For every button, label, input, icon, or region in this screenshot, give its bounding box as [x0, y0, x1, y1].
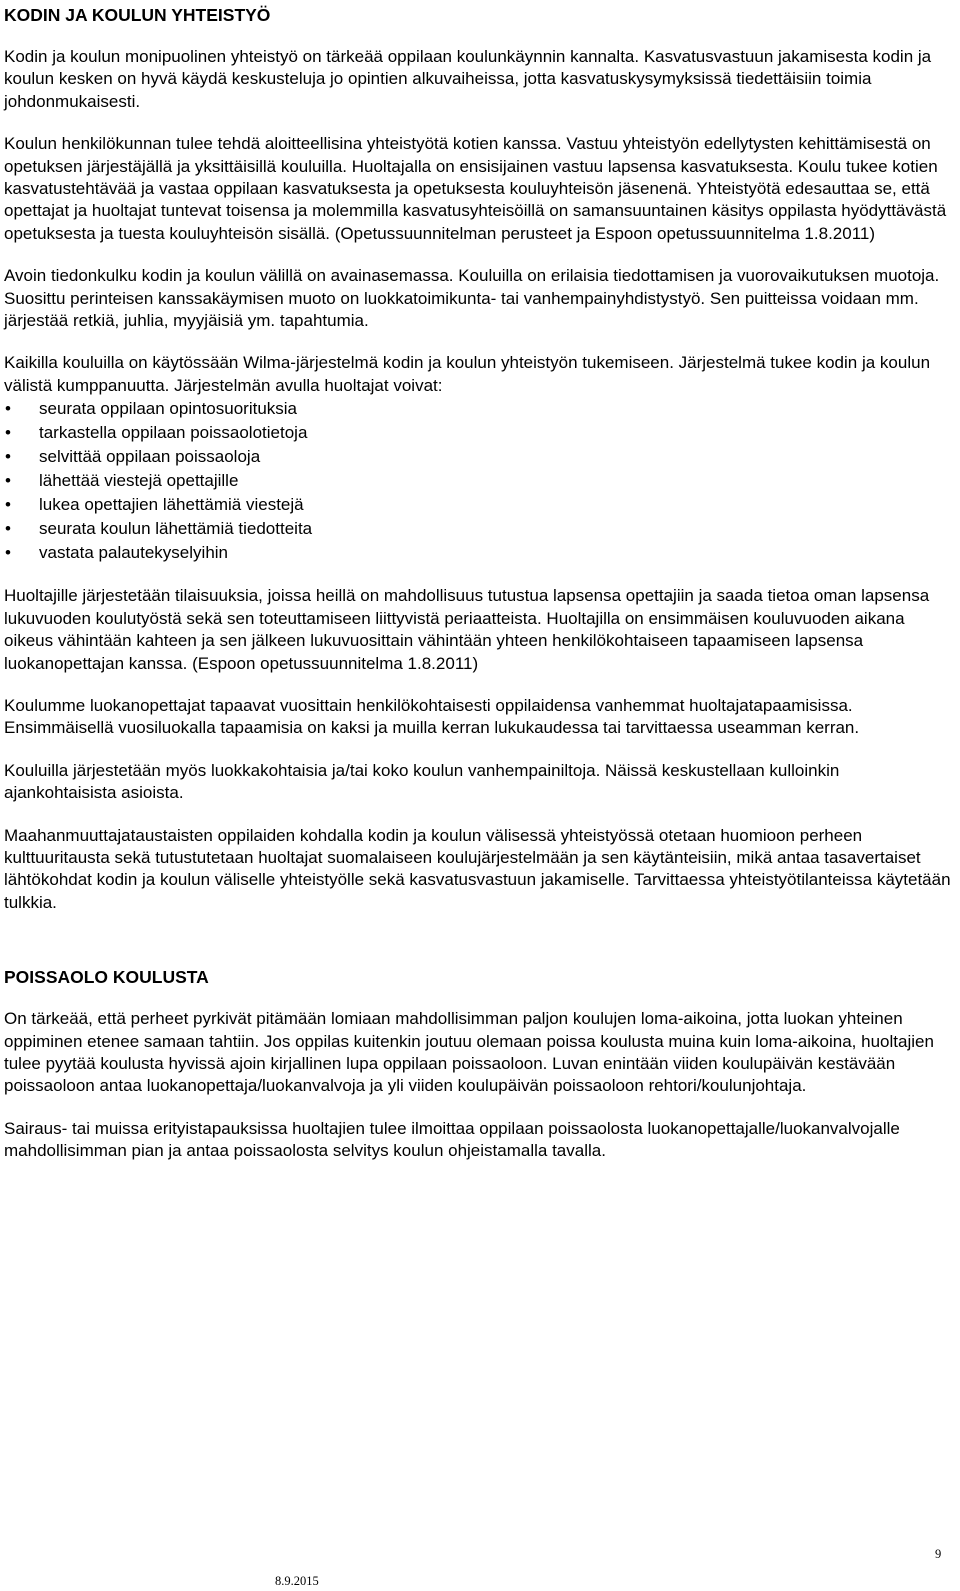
- bullet-icon: •: [5, 495, 11, 515]
- list-item-text: lähettää viestejä opettajille: [39, 471, 239, 491]
- paragraph: Kodin ja koulun monipuolinen yhteistyö on tärkeää oppilaan koulunkäynnin kannalta. Kasvatusvastuun jakamisesta kodin ja koulun kesken on hyvä käydä keskusteluja jo opintien alkuvaiheissa, jotta kasvatuskysymyksissä tiedettäisiin toimia johdonmukaisesti.: [4, 47, 932, 111]
- list-item: [4, 445, 952, 469]
- page-number: 9: [935, 1547, 942, 1561]
- list-item: [4, 541, 952, 565]
- paragraph: Koulun henkilökunnan tulee tehdä aloitteellisina yhteistyötä kotien kanssa. Vastuu yhteistyön edellytysten kehittämisestä on opetuksen järjestäjällä ja yksittäisillä kouluilla. Huoltajalla on ensisijainen vastuu lapsensa kasvatuksesta. Koulu tukee kotien kasvatustehtävää ja vastaa oppilaan kasvatuksesta ja opetuksesta kouluyhteisön jäsenenä. Yhteistyötä edesauttaa se, että opettajat ja huoltajat tuntevat toisensa ja molemmilla kasvatusyhteisöillä on samansuuntainen käsitys oppilasta hyödyttävästä opetuksesta ja tuesta kouluyhteisön sisällä. (Opetussuunnitelman perusteet ja Espoon opetussuunnitelma 1.8.2011): [4, 134, 947, 243]
- list-item: [4, 469, 952, 493]
- footer-date: 8.9.2015: [275, 1574, 319, 1588]
- bullet-icon: •: [5, 447, 11, 467]
- bullet-icon: •: [5, 471, 11, 491]
- bullet-icon: •: [5, 543, 11, 563]
- paragraph: Kouluilla järjestetään myös luokkakohtaisia ja/tai koko koulun vanhempainiltoja. Näissä keskustellaan kulloinkin ajankohtaisista asioista.: [4, 760, 840, 803]
- section-title-kodin-ja-koulun-yhteistyo: KODIN JA KOULUN YHTEISTYÖ: [4, 5, 271, 25]
- list-item: [4, 421, 952, 445]
- bullet-icon: •: [5, 399, 11, 419]
- list-item-text: tarkastella oppilaan poissaolotietoja: [39, 423, 308, 443]
- list-item-text: seurata oppilaan opintosuorituksia: [39, 399, 298, 419]
- paragraph: On tärkeää, että perheet pyrkivät pitämään lomiaan mahdollisimman paljon koulujen loma-aikoina, jotta luokan yhteinen oppiminen etenee samaan tahtiin. Jos oppilas kuitenkin joutuu olemaan poissa koulusta muina kuin loma-aikoina, huoltajien tulee pyytää koulusta hyvissä ajoin kirjallinen lupa oppilaan poissaoloon. Luvan enintään viiden koulupäivän kestävään poissaoloon antaa luokanopettaja/luokanvalvoja ja yli viiden koulupäivän poissaoloon rehtori/koulunjohtaja.: [4, 1009, 934, 1096]
- bullet-icon: •: [5, 423, 11, 443]
- paragraph: Sairaus- tai muissa erityistapauksissa huoltajien tulee ilmoittaa oppilaan poissaolosta luokanopettajalle/luokanvalvojalle mahdollisimman pian ja antaa poissaolosta selvitys koulun ohjeistamalla tavalla.: [4, 1118, 900, 1161]
- list-item: [4, 517, 952, 541]
- wilma-feature-list: [4, 397, 952, 565]
- list-item-text: vastata palautekyselyihin: [39, 543, 229, 563]
- list-item: [4, 397, 952, 421]
- section-title-poissaolo-koulusta: POISSAOLO KOULUSTA: [4, 967, 209, 988]
- list-item-text: lukea opettajien lähettämiä viestejä: [39, 495, 304, 515]
- paragraph: Huoltajille järjestetään tilaisuuksia, joissa heillä on mahdollisuus tutustua lapsensa opettajiin ja saada tietoa oman lapsensa lukuvuoden koulutyöstä sekä sen toteuttamiseen liittyvistä periaatteista. Huoltajilla on ensimmäisen kouluvuoden aikana oikeus vähintään kahteen ja sen jälkeen lukuvuosittain vähintään yhteen henkilökohtaiseen tapaamiseen lapsensa luokanopettajan kanssa. (Espoon opetussuunnitelma 1.8.2011): [4, 586, 930, 673]
- list-item-text: selvittää oppilaan poissaoloja: [39, 447, 261, 467]
- document-page: [4, 0, 952, 1163]
- paragraph: Koulumme luokanopettajat tapaavat vuosittain henkilökohtaisesti oppilaidensa vanhemmat huoltajatapaamisissa. Ensimmäisellä vuosiluokalla tapaamisia on kaksi ja muilla kerran lukukaudessa tai tarvittaessa useamman kerran.: [4, 695, 860, 738]
- paragraph: Kaikilla kouluilla on käytössään Wilma-järjestelmä kodin ja koulun yhteistyön tukemiseen. Järjestelmä tukee kodin ja koulun välistä kumppanuutta. Järjestelmän avulla huoltajat voivat:: [4, 353, 931, 395]
- bullet-icon: •: [5, 519, 11, 539]
- list-item-text: seurata koulun lähettämiä tiedotteita: [39, 519, 313, 539]
- paragraph: Maahanmuuttajataustaisten oppilaiden kohdalla kodin ja koulun välisessä yhteistyössä otetaan huomioon perheen kulttuuritausta sekä tutustutetaan huoltajat suomalaiseen koulujärjestelmään ja sen käytänteisiin, mikä antaa tasavertaiset lähtökohdat kodin ja koulun väliselle yhteistyölle sekä kasvatusvastuun jakamiselle. Tarvittaessa yhteistyötilanteissa käytetään tulkkia.: [4, 825, 951, 912]
- list-item: [4, 493, 952, 517]
- paragraph: Avoin tiedonkulku kodin ja koulun välillä on avainasemassa. Kouluilla on erilaisia tiedottamisen ja vuorovaikutuksen muotoja. Suosittu perinteisen kanssakäymisen muoto on luokkatoimikunta- tai vanhempainyhdistystyö. Sen puitteissa voidaan mm. järjestää retkiä, juhlia, myyjäisiä ym. tapahtumia.: [4, 266, 940, 331]
